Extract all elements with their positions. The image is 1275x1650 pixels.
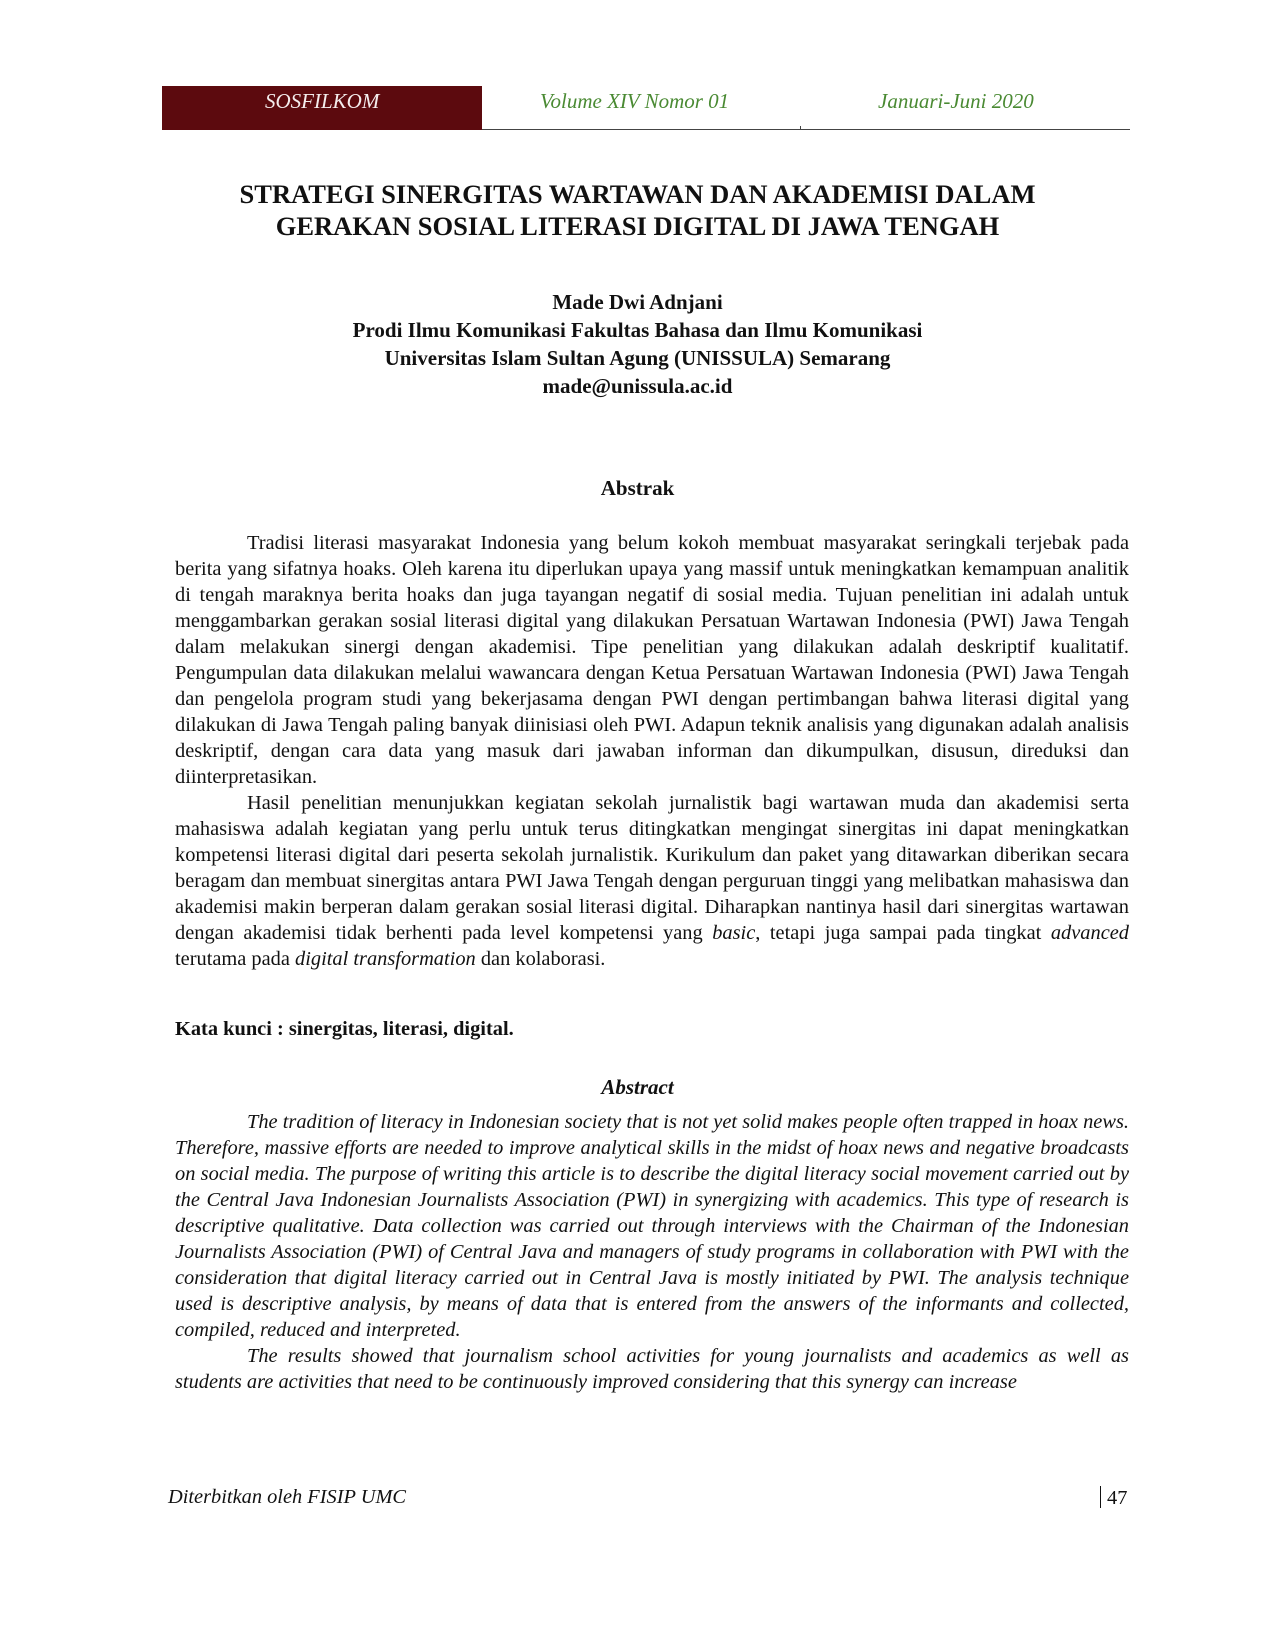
abstrak-p2-em-digital-transformation: digital transformation [295, 948, 476, 970]
abstract-body [175, 1109, 1129, 1417]
author-university: Universitas Islam Sultan Agung (UNISSULA) Semarang [384, 346, 891, 370]
publication-period: Januari-Juni 2020 [878, 89, 1034, 113]
author-department: Prodi Ilmu Komunikasi Fakultas Bahasa dan Ilmu Komunikasi [352, 318, 923, 342]
author-name: Made Dwi Adnjani [552, 290, 723, 314]
header-rule [482, 129, 1130, 130]
abstract-paragraph-2: The results showed that journalism school activities for young journalists and academics as well as students are activities that need to be continuously improved considering that this synergy can increase [175, 1345, 1129, 1393]
running-header [162, 86, 1130, 130]
abstrak-p2-text-2: , tetapi juga sampai pada tingkat [755, 922, 1051, 944]
abstrak-p2-text-1: Hasil penelitian menunjukkan kegiatan sekolah jurnalistik bagi wartawan muda dan akademisi serta mahasiswa adalah kegiatan yang perlu untuk terus ditingkatkan mengingat sinergitas ini dapat meningkatkan kompetensi literasi digital dari peserta sekolah jurnalistik. Kurikulum dan paket yang ditawarkan diberikan secara beragam dan membuat sinergitas antara PWI Jawa Tengah dengan perguruan tinggi yang melibatkan mahasiswa dan akademisi makin berperan dalam gerakan sosial literasi digital. Diharapkan nantinya hasil dari sinergitas wartawan dengan akademisi tidak berhenti pada level kompetensi yang [175, 792, 1129, 944]
author-block [150, 288, 1125, 400]
abstrak-heading: Abstrak [600, 476, 675, 500]
page-number-divider [1100, 1486, 1101, 1508]
abstrak-p2-text-3: terutama pada [175, 948, 296, 970]
abstrak-p2-em-basic: basic [712, 922, 756, 944]
abstract-heading: Abstract [601, 1075, 674, 1099]
author-email: made@unissula.ac.id [542, 374, 733, 398]
keywords: Kata kunci : sinergitas, literasi, digital. [175, 1018, 514, 1040]
footer-publisher: Diterbitkan oleh FISIP UMC [168, 1486, 407, 1508]
journal-name: SOSFILKOM [265, 89, 380, 113]
page-number: 47 [1107, 1487, 1128, 1509]
abstract-paragraph-1: The tradition of literacy in Indonesian society that is not yet solid makes people often trapped in hoax news. Therefore, massive efforts are needed to improve analytical skills in the midst of hoax news and negative broadcasts on social media. The purpose of writing this article is to describe the digital literacy social movement carried out by the Central Java Indonesian Journalists Association (PWI) in synergizing with academics. This type of research is descriptive qualitative. Data collection was carried out through interviews with the Chairman of the Indonesian Journalists Association (PWI) of Central Java and managers of study programs in collaboration with PWI with the consideration that digital literacy carried out in Central Java is mostly initiated by PWI. The analysis technique used is descriptive analysis, by means of data that is entered from the answers of the informants and collected, compiled, reduced and interpreted. [175, 1111, 1129, 1341]
paper-title-line-2: GERAKAN SOSIAL LITERASI DIGITAL DI JAWA TENGAH [275, 211, 1000, 241]
footer-page [1100, 1486, 1127, 1510]
abstrak-paragraph-2 [175, 790, 1129, 972]
volume-issue: Volume XIV Nomor 01 [540, 89, 730, 113]
abstrak-p2-text-4: dan kolaborasi. [475, 948, 606, 970]
abstrak-body [175, 530, 1129, 972]
abstrak-p2-em-advanced: advanced [1050, 922, 1129, 944]
header-rule-tick [800, 126, 801, 130]
journal-name-box [162, 86, 482, 130]
abstrak-paragraph-1: Tradisi literasi masyarakat Indonesia yang belum kokoh membuat masyarakat seringkali terjebak pada berita yang sifatnya hoaks. Oleh karena itu diperlukan upaya yang massif untuk meningkatkan kemampuan analitik di tengah maraknya berita hoaks dan juga tayangan negatif di sosial media. Tujuan penelitian ini adalah untuk menggambarkan gerakan sosial literasi digital yang dilakukan Persatuan Wartawan Indonesia (PWI) Jawa Tengah dalam melakukan sinergi dengan akademisi. Tipe penelitian yang dilakukan adalah deskriptif kualitatif. Pengumpulan data dilakukan melalui wawancara dengan Ketua Persatuan Wartawan Indonesia (PWI) Jawa Tengah dan pengelola program studi yang bekerjasama dengan PWI dengan pertimbangan bahwa literasi digital yang dilakukan di Jawa Tengah paling banyak diinisiasi oleh PWI. Adapun teknik analisis yang digunakan adalah analisis deskriptif, dengan cara data yang masuk dari jawaban informan dan dikumpulkan, disusun, direduksi dan diinterpretasikan. [175, 532, 1129, 788]
paper-title-line-1: STRATEGI SINERGITAS WARTAWAN DAN AKADEMISI DALAM [239, 179, 1036, 209]
paper-title [150, 178, 1125, 242]
